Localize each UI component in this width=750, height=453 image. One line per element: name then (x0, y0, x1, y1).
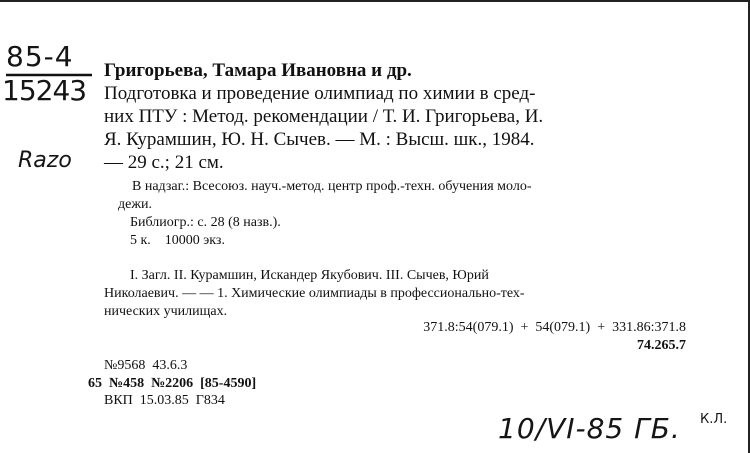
tracing-line-1: I. Загл. II. Курамшин, Искандер Якубович. III. Сычев, Юрий (130, 268, 489, 283)
handwritten-margin-note: Razo (18, 148, 72, 173)
author-heading: Григорьева, Тамара Ивановна и др. (104, 60, 412, 81)
udc-classification: 371.8:54(079.1) + 54(079.1) + 331.86:371.8 (423, 320, 686, 335)
title-line-3: Я. Курамшин, Ю. Н. Сычев. — М. : Высш. шк., 1984. (104, 129, 535, 150)
note-line-2: дежи. (118, 197, 153, 212)
bbk-classification: 74.265.7 (637, 338, 686, 353)
title-line-4: — 29 с.; 21 см. (104, 152, 224, 173)
handwritten-call-number-bottom: 15243 (2, 74, 87, 107)
vkp-line: ВКП 15.03.85 Г834 (104, 393, 225, 408)
print-line: 65 №458 №2206 [85-4590] (88, 376, 257, 391)
title-line-2: них ПТУ : Метод. рекомендации / Т. И. Григорьева, И. (104, 106, 544, 127)
handwritten-initials: К.Л. (700, 412, 728, 427)
handwritten-call-number-top: 85-4 (6, 40, 74, 73)
bibliography-note: Библиогр.: с. 28 (8 назв.). (130, 215, 281, 230)
tracing-line-3: нических училищах. (104, 304, 228, 319)
price-run-note: 5 к. 10000 экз. (130, 233, 225, 248)
note-line-1: В надзаг.: Всесоюз. науч.-метод. центр проф.-техн. обучения моло- (132, 179, 532, 194)
title-line-1: Подготовка и проведение олимпиад по химии в сред- (104, 83, 536, 104)
tracing-line-2: Николаевич. — — 1. Химические олимпиады в профессионально-тех- (104, 286, 525, 301)
record-number: №9568 43.6.3 (104, 358, 188, 373)
handwritten-date-note: 10/VI-85 ГБ. (498, 412, 681, 445)
